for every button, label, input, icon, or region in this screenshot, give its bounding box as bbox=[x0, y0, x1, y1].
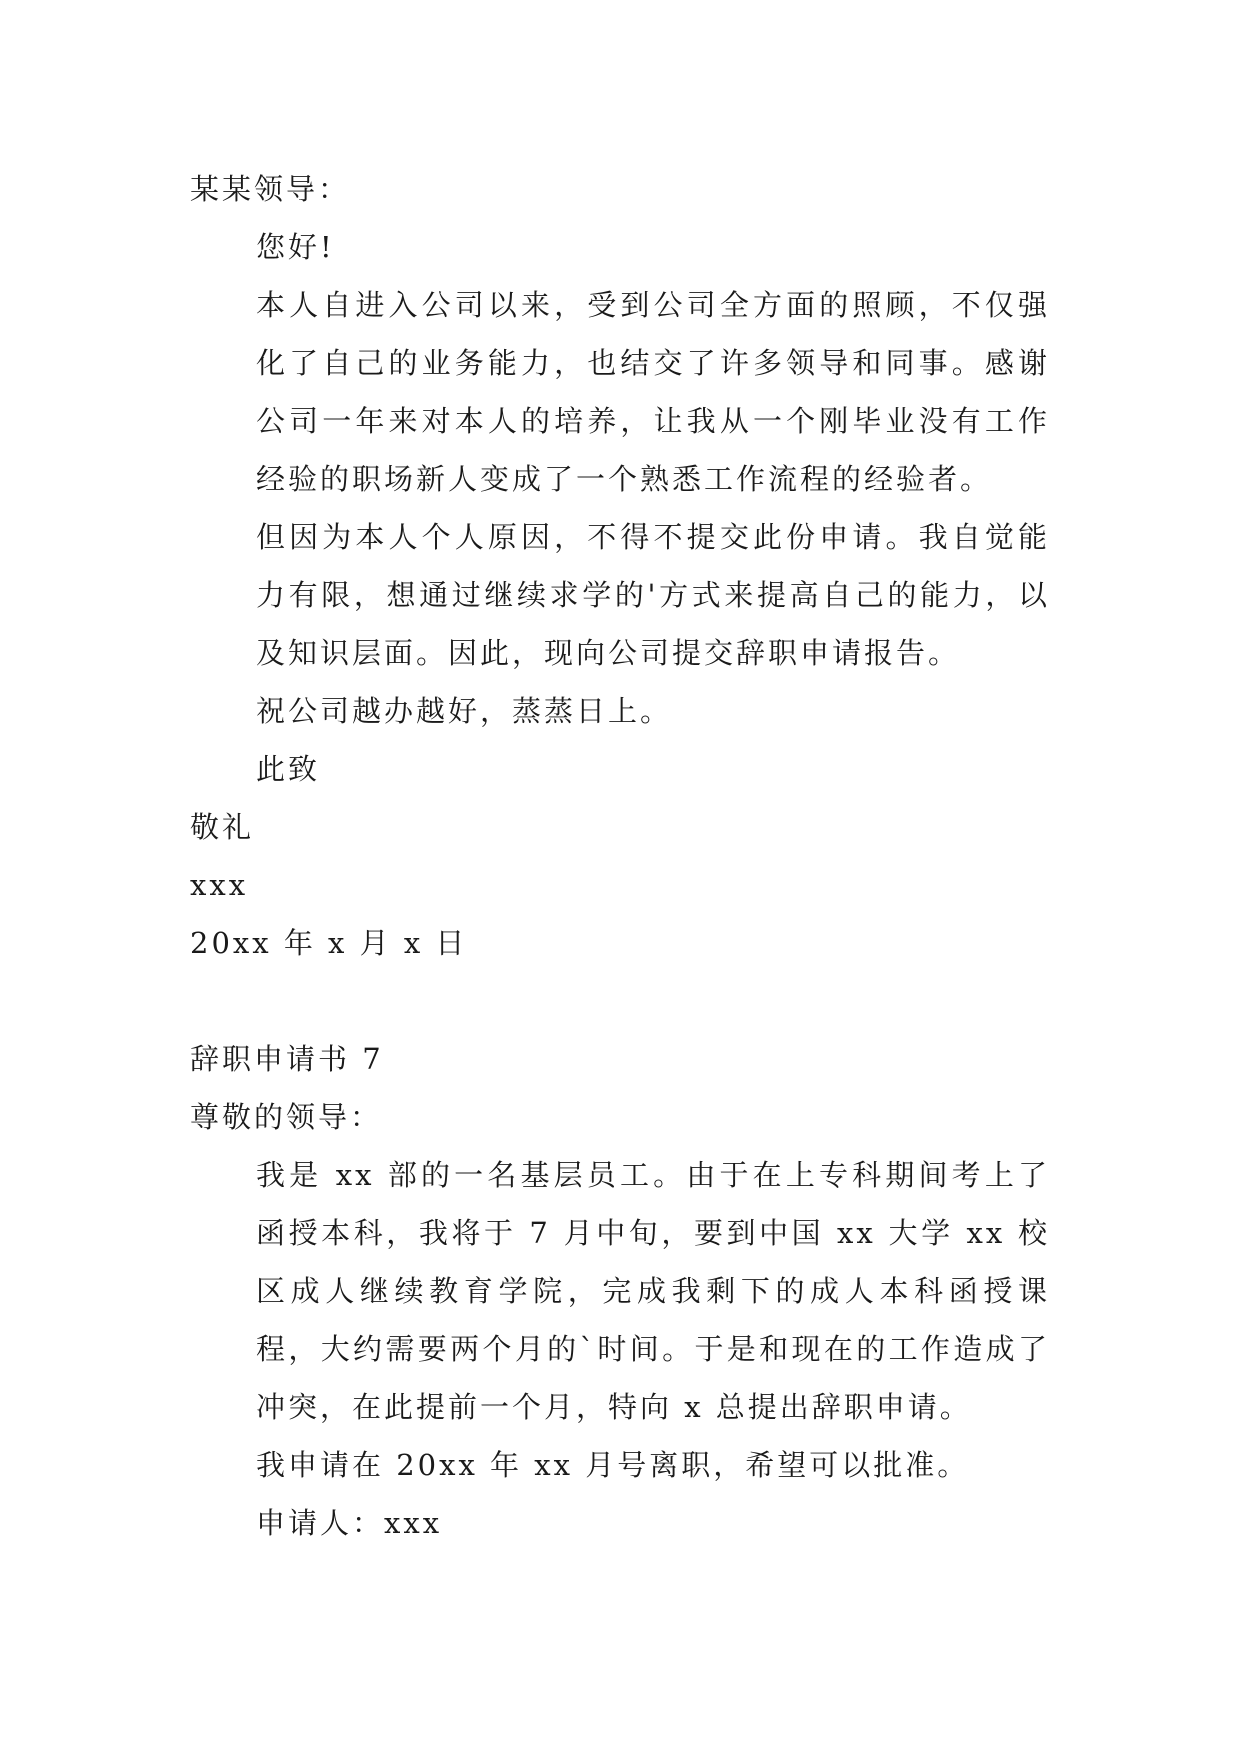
salutation: 某某领导： bbox=[190, 172, 351, 206]
body-paragraph-3: 我是 xx 部的一名基层员工。由于在上专科期间考上了函授本科，我将于 7 月中旬，要到中国 xx 大学 xx 校区成人继续教育学院，完成我剩下的成人本科函授课程，大约需要两个月的`时间。于是和现在的工作造成了冲突，在此提前一个月，特向 x 总提出辞职申请。 bbox=[256, 1158, 1050, 1424]
section-title: 辞职申请书 7 bbox=[190, 1042, 384, 1076]
wish-line: 祝公司越办越好，蒸蒸日上。 bbox=[256, 694, 673, 728]
document-body bbox=[190, 160, 1050, 1552]
body-paragraph-2: 但因为本人个人原因，不得不提交此份申请。我自觉能力有限，想通过继续求学的'方式来提高自己的能力，以及知识层面。因此，现向公司提交辞职申请报告。 bbox=[256, 520, 1050, 670]
body-paragraph-4: 我申请在 20xx 年 xx 月号离职，希望可以批准。 bbox=[256, 1448, 970, 1482]
closing-line-1: 此致 bbox=[256, 752, 321, 786]
section-spacer bbox=[190, 972, 1050, 1030]
greeting: 您好! bbox=[256, 230, 335, 264]
date-line: 20xx 年 x 月 x 日 bbox=[190, 926, 468, 960]
signature: xxx bbox=[190, 868, 249, 902]
closing-line-2: 敬礼 bbox=[190, 810, 255, 844]
salutation-2: 尊敬的领导： bbox=[190, 1100, 383, 1134]
body-paragraph-1: 本人自进入公司以来，受到公司全方面的照顾，不仅强化了自己的业务能力，也结交了许多领导和同事。感谢公司一年来对本人的培养，让我从一个刚毕业没有工作经验的职场新人变成了一个熟悉工作流程的经验者。 bbox=[256, 288, 1050, 496]
applicant-line: 申请人：xxx bbox=[256, 1506, 443, 1540]
